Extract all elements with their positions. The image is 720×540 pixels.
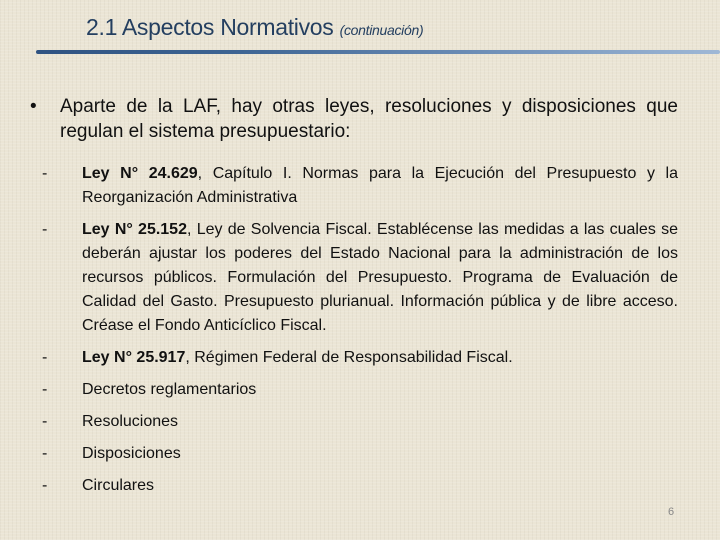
main-bullet-text: Aparte de la LAF, hay otras leyes, resoluciones y disposiciones que regulan el sistema presupuestario: [60, 96, 678, 142]
item-bold: Ley N° 25.152 [82, 221, 187, 238]
title-divider [36, 50, 720, 54]
list-item [42, 474, 678, 498]
item-text: Resoluciones [82, 413, 179, 430]
dash-marker: - [42, 477, 48, 494]
item-text: , Ley de Solvencia Fiscal. Establécense las medidas a las cuales se deberán ajustar los poderes del Estado Nacional para la administración de los recursos públicos. Formulación del Presupuesto. Programa de Evaluación de Calidad del Gasto. Presupuesto plurianual. Información pública y de libre acceso. Créase el Fondo Anticíclico Fiscal. [82, 221, 678, 334]
dash-marker: - [42, 165, 48, 182]
dash-marker: - [42, 349, 48, 366]
list-item [42, 346, 678, 370]
dash-marker: - [42, 221, 48, 238]
list-item [42, 218, 678, 338]
dash-marker: - [42, 381, 48, 398]
item-text: , Capítulo I. Normas para la Ejecución del Presupuesto y la Reorganización Administrativa [82, 165, 678, 206]
item-bold: Ley N° 25.917 [82, 349, 186, 366]
item-bold: Ley N° 24.629 [82, 165, 198, 182]
dash-marker: - [42, 445, 48, 462]
item-text: Decretos reglamentarios [82, 381, 257, 398]
list-item [42, 410, 678, 434]
sub-list [42, 162, 678, 506]
list-item [42, 162, 678, 210]
slide-title [86, 14, 423, 41]
bullet-marker: • [30, 96, 37, 117]
main-bullet [30, 94, 678, 144]
item-text: , Régimen Federal de Responsabilidad Fiscal. [185, 349, 513, 366]
list-item [42, 378, 678, 402]
item-text: Circulares [82, 477, 155, 494]
title-main: 2.1 Aspectos Normativos [86, 14, 334, 40]
title-sub: (continuación) [339, 22, 424, 38]
item-text: Disposiciones [82, 445, 181, 462]
page-number: 6 [668, 506, 675, 518]
dash-marker: - [42, 413, 48, 430]
list-item [42, 442, 678, 466]
